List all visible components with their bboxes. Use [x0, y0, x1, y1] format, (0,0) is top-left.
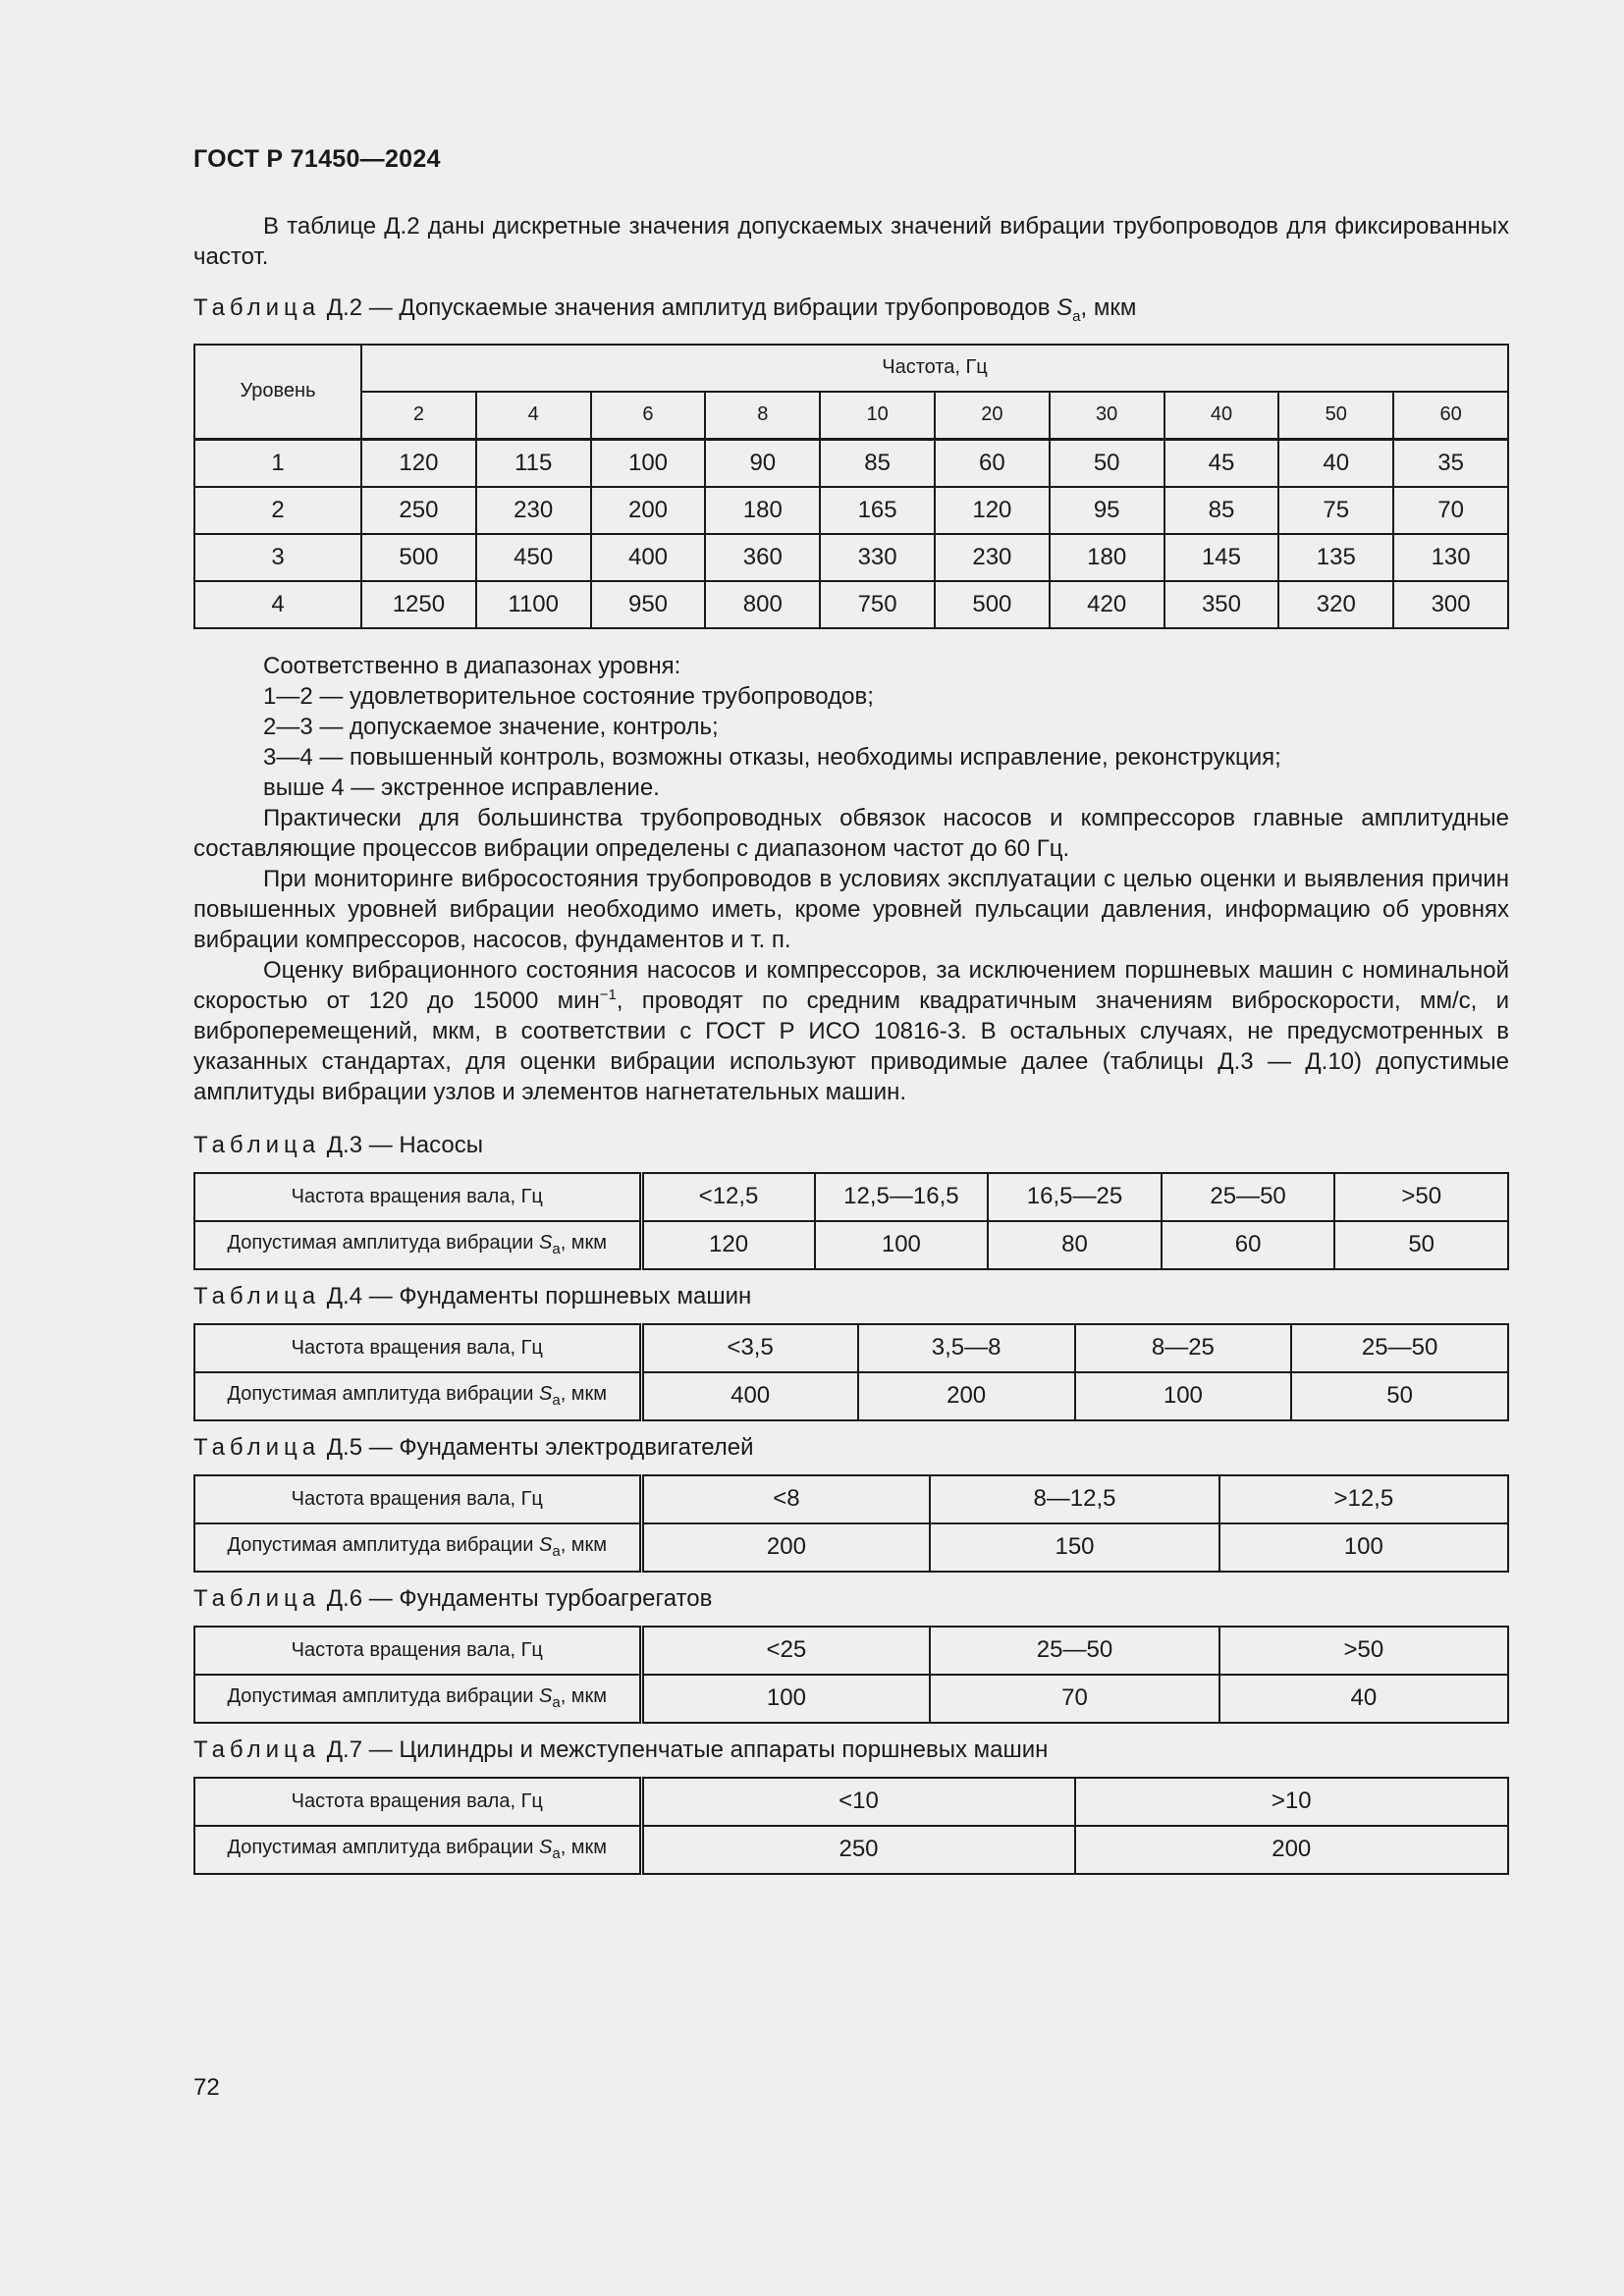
level-cell: 3	[194, 534, 361, 581]
amplitude-cell: 200	[641, 1523, 930, 1572]
label-text: Допустимая амплитуда вибрации	[227, 1232, 539, 1255]
table-d2	[193, 344, 1509, 629]
frequency-cell: 8—25	[1075, 1324, 1292, 1372]
frequency-cell: 25—50	[1291, 1324, 1508, 1372]
amplitude-cell: 50	[1334, 1221, 1508, 1269]
frequency-cell: 30	[1050, 392, 1164, 440]
amplitude-cell: 100	[641, 1675, 930, 1723]
frequency-cell: 6	[591, 392, 706, 440]
row-label-amplitude	[194, 1826, 641, 1874]
amplitude-cell: 40	[1219, 1675, 1508, 1723]
table-row	[194, 1372, 1508, 1420]
value-cell: 180	[1050, 534, 1164, 581]
label-symbol: S	[539, 1232, 553, 1255]
value-cell: 60	[935, 439, 1050, 487]
amplitude-cell: 80	[988, 1221, 1162, 1269]
value-cell: 450	[476, 534, 591, 581]
table-row	[194, 1627, 1508, 1675]
table-d2-caption	[193, 294, 1509, 332]
value-cell: 500	[935, 581, 1050, 628]
row-label-frequency: Частота вращения вала, Гц	[194, 1173, 641, 1221]
amplitude-cell: 150	[930, 1523, 1218, 1572]
amplitude-cell: 100	[1219, 1523, 1508, 1572]
level-cell: 2	[194, 487, 361, 534]
row-label-amplitude	[194, 1523, 641, 1572]
paragraph-evaluation-part2: , проводят по средним квадратичным значениям виброскорости, мм/с, и виброперемещений, мкм, в соответствии с ГОСТ Р ИСО 10816-3. В остальных случаях, не предусмотренных в указанных стандартах, для оценки вибрации используют приводимые далее (таблицы Д.3 — Д.10) допустимые амплитуды вибрации узлов и элементов нагнетательных машин.	[193, 987, 1509, 1105]
table-Д.7	[193, 1777, 1509, 1875]
table-row	[194, 487, 1508, 534]
value-cell: 360	[705, 534, 820, 581]
caption-title: — Фундаменты электродвигателей	[362, 1433, 754, 1461]
label-subscript: a	[552, 1845, 561, 1863]
caption-number: Д.2	[326, 294, 363, 321]
value-cell: 750	[820, 581, 935, 628]
label-unit: , мкм	[560, 1383, 608, 1406]
caption-unit: , мкм	[1080, 294, 1137, 321]
value-cell: 230	[476, 487, 591, 534]
paragraph-evaluation	[193, 955, 1509, 1107]
value-cell: 85	[820, 439, 935, 487]
caption-number: Д.6	[326, 1584, 363, 1612]
paragraph-monitoring: При мониторинге вибросостояния трубопроводов в условиях эксплуатации с целью оценки и выявления причин повышенных уровней вибрации необходимо иметь, кроме уровней пульсации давления, информацию об уровнях вибрации компрессоров, насосов, фундаментов и т. п.	[193, 865, 1509, 953]
frequency-cell: >50	[1334, 1173, 1508, 1221]
table-Д.3	[193, 1172, 1509, 1270]
caption-number: Д.7	[326, 1735, 363, 1763]
superscript: −1	[599, 986, 617, 1003]
frequency-cell: 2	[361, 392, 476, 440]
value-cell: 40	[1278, 439, 1393, 487]
label-unit: , мкм	[560, 1837, 608, 1859]
amplitude-cell: 200	[858, 1372, 1075, 1420]
range-item: 1—2 — удовлетворительное состояние трубопроводов;	[263, 682, 874, 710]
frequency-cell: 25—50	[1162, 1173, 1335, 1221]
label-symbol: S	[539, 1685, 553, 1708]
amplitude-cell: 120	[641, 1221, 815, 1269]
value-cell: 145	[1164, 534, 1279, 581]
frequency-cell: 25—50	[930, 1627, 1218, 1675]
label-symbol: S	[539, 1534, 553, 1557]
table-row	[194, 1221, 1508, 1269]
value-cell: 200	[591, 487, 706, 534]
frequency-cell: <25	[641, 1627, 930, 1675]
frequency-cell: 4	[476, 392, 591, 440]
table-row	[194, 1475, 1508, 1523]
value-cell: 420	[1050, 581, 1164, 628]
value-cell: 90	[705, 439, 820, 487]
caption-word: Таблица	[193, 294, 321, 321]
range-item: выше 4 — экстренное исправление.	[263, 774, 660, 801]
amplitude-cell: 200	[1075, 1826, 1509, 1874]
value-cell: 130	[1393, 534, 1508, 581]
table-d2-body	[194, 439, 1508, 628]
frequency-cell: 50	[1278, 392, 1393, 440]
label-text: Допустимая амплитуда вибрации	[227, 1837, 539, 1859]
table-Д.5	[193, 1474, 1509, 1573]
frequency-cell: 40	[1164, 392, 1279, 440]
value-cell: 320	[1278, 581, 1393, 628]
level-header: Уровень	[194, 345, 361, 440]
amplitude-cell: 100	[1075, 1372, 1292, 1420]
label-text: Допустимая амплитуда вибрации	[227, 1534, 539, 1557]
value-cell: 165	[820, 487, 935, 534]
value-cell: 250	[361, 487, 476, 534]
value-cell: 300	[1393, 581, 1508, 628]
amplitude-cell: 50	[1291, 1372, 1508, 1420]
amplitude-cell: 400	[641, 1372, 858, 1420]
frequency-row	[194, 392, 1508, 440]
frequency-cell: 12,5—16,5	[815, 1173, 989, 1221]
caption-word: Таблица	[193, 1433, 321, 1461]
value-cell: 70	[1393, 487, 1508, 534]
table-row	[194, 581, 1508, 628]
row-label-frequency: Частота вращения вала, Гц	[194, 1778, 641, 1826]
label-text: Допустимая амплитуда вибрации	[227, 1685, 539, 1708]
caption-word: Таблица	[193, 1584, 321, 1612]
table-caption	[193, 1282, 1509, 1311]
paragraph-evaluation-part1: Оценку вибрационного состояния насосов и компрессоров, за исключением поршневых машин с номинальной скоростью от 120 до 15000 мин	[193, 956, 1509, 1014]
label-subscript: a	[552, 1694, 561, 1712]
frequency-cell: >50	[1219, 1627, 1508, 1675]
frequency-cell: 20	[935, 392, 1050, 440]
value-cell: 50	[1050, 439, 1164, 487]
row-label-amplitude	[194, 1372, 641, 1420]
level-cell: 1	[194, 439, 361, 487]
value-cell: 350	[1164, 581, 1279, 628]
caption-subscript: a	[1072, 307, 1081, 325]
small-tables-container	[193, 1131, 1509, 1875]
row-label-frequency: Частота вращения вала, Гц	[194, 1627, 641, 1675]
intro-paragraph: В таблице Д.2 даны дискретные значения допускаемых значений вибрации трубопроводов для фиксированных частот.	[193, 213, 1509, 270]
value-cell: 35	[1393, 439, 1508, 487]
value-cell: 1250	[361, 581, 476, 628]
value-cell: 135	[1278, 534, 1393, 581]
table-caption	[193, 1735, 1509, 1765]
caption-number: Д.5	[326, 1433, 363, 1461]
table-Д.6	[193, 1626, 1509, 1724]
value-cell: 120	[361, 439, 476, 487]
table-caption	[193, 1433, 1509, 1463]
label-symbol: S	[539, 1837, 553, 1859]
frequency-cell: 10	[820, 392, 935, 440]
value-cell: 75	[1278, 487, 1393, 534]
paragraph-frequency-range: Практически для большинства трубопроводных обвязок насосов и компрессоров главные амплитудные составляющие процессов вибрации определены с диапазоном частот до 60 Гц.	[193, 804, 1509, 862]
frequency-cell: 8—12,5	[930, 1475, 1218, 1523]
label-subscript: a	[552, 1543, 561, 1561]
label-subscript: a	[552, 1241, 561, 1258]
value-cell: 400	[591, 534, 706, 581]
frequency-cell: 8	[705, 392, 820, 440]
page-content	[193, 145, 1509, 1875]
amplitude-cell: 70	[930, 1675, 1218, 1723]
frequency-cell: 3,5—8	[858, 1324, 1075, 1372]
value-cell: 85	[1164, 487, 1279, 534]
table-caption	[193, 1131, 1509, 1160]
table-row	[194, 1675, 1508, 1723]
caption-title: — Фундаменты турбоагрегатов	[362, 1584, 713, 1612]
label-subscript: a	[552, 1392, 561, 1410]
level-cell: 4	[194, 581, 361, 628]
table-row	[194, 1778, 1508, 1826]
amplitude-cell: 250	[641, 1826, 1075, 1874]
value-cell: 95	[1050, 487, 1164, 534]
caption-text: — Допускаемые значения амплитуд вибрации трубопроводов	[362, 294, 1057, 321]
ranges-intro: Соответственно в диапазонах уровня:	[263, 652, 681, 679]
table-row	[194, 1324, 1508, 1372]
range-item: 3—4 — повышенный контроль, возможны отказы, необходимы исправление, реконструкция;	[263, 743, 1281, 771]
document-header: ГОСТ Р 71450—2024	[193, 145, 441, 173]
frequency-cell: <10	[641, 1778, 1075, 1826]
row-label-amplitude	[194, 1221, 641, 1269]
label-unit: , мкм	[560, 1232, 608, 1255]
value-cell: 330	[820, 534, 935, 581]
value-cell: 100	[591, 439, 706, 487]
value-cell: 500	[361, 534, 476, 581]
caption-number: Д.3	[326, 1131, 363, 1158]
label-unit: , мкм	[560, 1685, 608, 1708]
amplitude-cell: 100	[815, 1221, 989, 1269]
table-row	[194, 1173, 1508, 1221]
table-row	[194, 534, 1508, 581]
value-cell: 180	[705, 487, 820, 534]
value-cell: 115	[476, 439, 591, 487]
label-text: Допустимая амплитуда вибрации	[227, 1383, 539, 1406]
value-cell: 800	[705, 581, 820, 628]
table-caption	[193, 1584, 1509, 1614]
frequency-cell: >10	[1075, 1778, 1509, 1826]
amplitude-cell: 60	[1162, 1221, 1335, 1269]
label-unit: , мкм	[560, 1534, 608, 1557]
caption-word: Таблица	[193, 1131, 321, 1158]
frequency-header: Частота, Гц	[361, 345, 1508, 392]
table-row	[194, 1523, 1508, 1572]
table-row	[194, 439, 1508, 487]
page-number: 72	[193, 2074, 220, 2101]
row-label-frequency: Частота вращения вала, Гц	[194, 1475, 641, 1523]
value-cell: 45	[1164, 439, 1279, 487]
row-label-amplitude	[194, 1675, 641, 1723]
value-cell: 230	[935, 534, 1050, 581]
frequency-cell: <3,5	[641, 1324, 858, 1372]
frequency-cell: <12,5	[641, 1173, 815, 1221]
caption-word: Таблица	[193, 1282, 321, 1309]
caption-title: — Насосы	[362, 1131, 483, 1158]
table-row	[194, 1826, 1508, 1874]
label-symbol: S	[539, 1383, 553, 1406]
frequency-cell: <8	[641, 1475, 930, 1523]
caption-title: — Цилиндры и межступенчатые аппараты поршневых машин	[362, 1735, 1049, 1763]
frequency-cell: 60	[1393, 392, 1508, 440]
frequency-cell: >12,5	[1219, 1475, 1508, 1523]
value-cell: 950	[591, 581, 706, 628]
table-Д.4	[193, 1323, 1509, 1421]
value-cell: 1100	[476, 581, 591, 628]
frequency-cell: 16,5—25	[988, 1173, 1162, 1221]
value-cell: 120	[935, 487, 1050, 534]
range-item: 2—3 — допускаемое значение, контроль;	[263, 713, 719, 740]
row-label-frequency: Частота вращения вала, Гц	[194, 1324, 641, 1372]
caption-number: Д.4	[326, 1282, 363, 1309]
caption-title: — Фундаменты поршневых машин	[362, 1282, 752, 1309]
caption-symbol: S	[1056, 294, 1073, 321]
caption-word: Таблица	[193, 1735, 321, 1763]
